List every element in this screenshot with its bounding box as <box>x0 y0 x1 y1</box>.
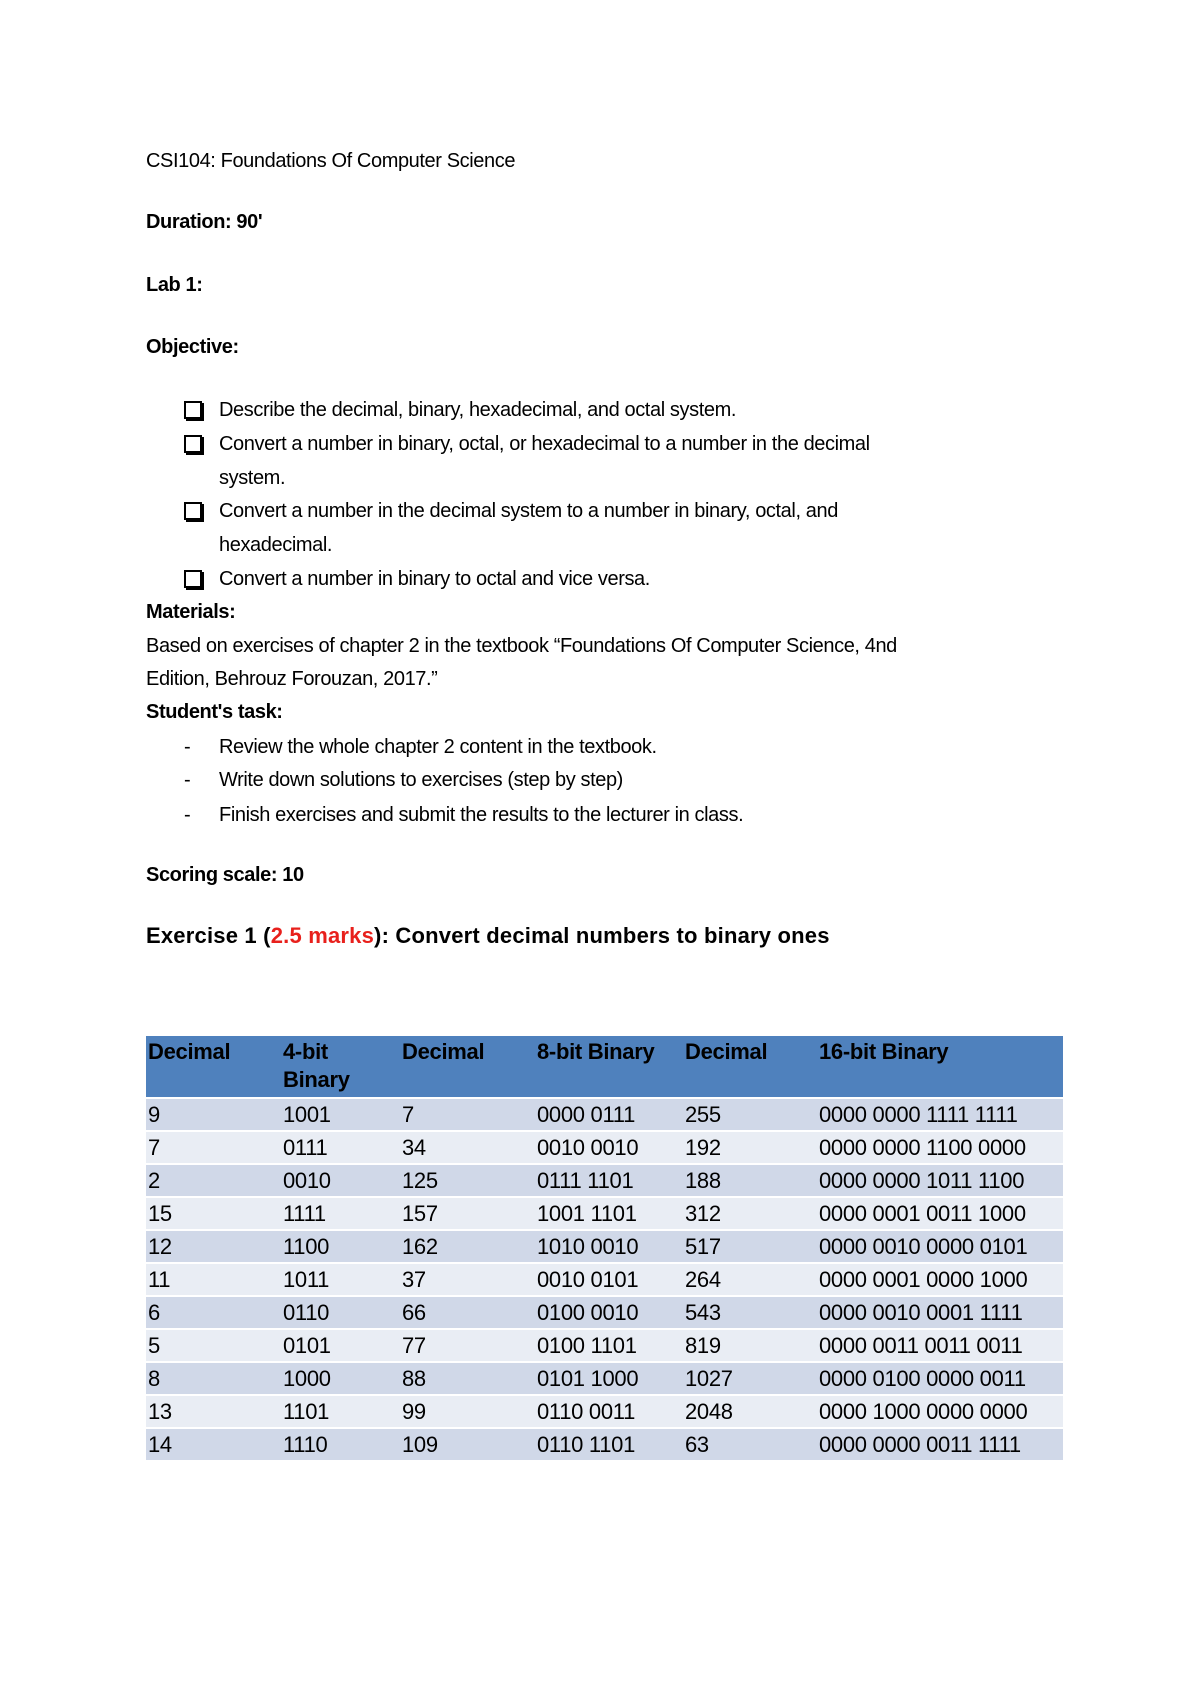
table-cell: 0000 0001 0011 1000 <box>817 1197 1063 1230</box>
table-cell: 88 <box>400 1362 535 1395</box>
table-cell: 2 <box>146 1164 281 1197</box>
table-row <box>146 1098 1063 1131</box>
objective-item: Convert a number in the decimal system to a number in binary, octal, and <box>219 500 838 522</box>
exercise-suffix: ): Convert decimal numbers to binary ones <box>374 923 830 948</box>
exercise-heading <box>146 924 830 948</box>
materials-text: Edition, Behrouz Forouzan, 2017.” <box>146 668 438 690</box>
table-cell: 14 <box>146 1428 281 1460</box>
table-cell: 819 <box>683 1329 817 1362</box>
table-cell: 0000 0111 <box>535 1098 683 1131</box>
table-cell: 0000 0000 0011 1111 <box>817 1428 1063 1460</box>
checkbox-icon <box>184 570 202 588</box>
materials-text: Based on exercises of chapter 2 in the textbook “Foundations Of Computer Science, 4nd <box>146 635 897 657</box>
table-cell: 543 <box>683 1296 817 1329</box>
column-header: 16-bit Binary <box>817 1036 1063 1098</box>
table-cell: 7 <box>146 1131 281 1164</box>
objective-item-cont: hexadecimal. <box>219 534 333 556</box>
table-cell: 162 <box>400 1230 535 1263</box>
table-cell: 0111 <box>281 1131 400 1164</box>
column-header: Decimal <box>146 1036 281 1098</box>
table-cell: 1027 <box>683 1362 817 1395</box>
task-heading: Student's task: <box>146 701 283 723</box>
table-cell: 99 <box>400 1395 535 1428</box>
table-row <box>146 1197 1063 1230</box>
table-cell: 1000 <box>281 1362 400 1395</box>
scoring-scale: Scoring scale: 10 <box>146 864 304 886</box>
table-cell: 109 <box>400 1428 535 1460</box>
table-cell: 0010 0101 <box>535 1263 683 1296</box>
objective-item-cont: system. <box>219 467 286 489</box>
table-cell: 1011 <box>281 1263 400 1296</box>
table-cell: 13 <box>146 1395 281 1428</box>
table-cell: 312 <box>683 1197 817 1230</box>
table-cell: 0000 0000 1111 1111 <box>817 1098 1063 1131</box>
table-cell: 77 <box>400 1329 535 1362</box>
table-cell: 0101 1000 <box>535 1362 683 1395</box>
table-cell: 0000 0010 0000 0101 <box>817 1230 1063 1263</box>
table-cell: 63 <box>683 1428 817 1460</box>
table-cell: 0000 0100 0000 0011 <box>817 1362 1063 1395</box>
table-cell: 0000 0001 0000 1000 <box>817 1263 1063 1296</box>
column-header: Decimal <box>683 1036 817 1098</box>
table-cell: 0110 <box>281 1296 400 1329</box>
table-cell: 2048 <box>683 1395 817 1428</box>
table-cell: 1001 1101 <box>535 1197 683 1230</box>
table-cell: 264 <box>683 1263 817 1296</box>
objective-heading: Objective: <box>146 336 239 358</box>
table-cell: 157 <box>400 1197 535 1230</box>
table-cell: 0000 0010 0001 1111 <box>817 1296 1063 1329</box>
table-cell: 0000 0000 1100 0000 <box>817 1131 1063 1164</box>
table-cell: 0101 <box>281 1329 400 1362</box>
checkbox-icon <box>184 401 202 419</box>
table-cell: 0000 0011 0011 0011 <box>817 1329 1063 1362</box>
column-header: 4-bit Binary <box>281 1036 400 1098</box>
materials-heading: Materials: <box>146 601 236 623</box>
table-cell: 0010 0010 <box>535 1131 683 1164</box>
table-cell: 37 <box>400 1263 535 1296</box>
table-cell: 255 <box>683 1098 817 1131</box>
conversion-table <box>146 1036 1063 1460</box>
table-cell: 34 <box>400 1131 535 1164</box>
table-row <box>146 1296 1063 1329</box>
table-cell: 6 <box>146 1296 281 1329</box>
task-item: Finish exercises and submit the results to the lecturer in class. <box>219 804 744 826</box>
table-cell: 5 <box>146 1329 281 1362</box>
table-cell: 15 <box>146 1197 281 1230</box>
table-header-row <box>146 1036 1063 1098</box>
lab-heading: Lab 1: <box>146 274 203 296</box>
checkbox-icon <box>184 435 202 453</box>
table-cell: 1010 0010 <box>535 1230 683 1263</box>
duration: Duration: 90' <box>146 211 263 233</box>
table-row <box>146 1329 1063 1362</box>
table-cell: 0010 <box>281 1164 400 1197</box>
table-cell: 11 <box>146 1263 281 1296</box>
table-cell: 1111 <box>281 1197 400 1230</box>
table-cell: 0111 1101 <box>535 1164 683 1197</box>
table-cell: 0110 1101 <box>535 1428 683 1460</box>
table-cell: 0100 0010 <box>535 1296 683 1329</box>
table-cell: 192 <box>683 1131 817 1164</box>
objective-item: Convert a number in binary, octal, or hexadecimal to a number in the decimal <box>219 433 870 455</box>
table-row <box>146 1395 1063 1428</box>
table-row <box>146 1230 1063 1263</box>
task-item: Write down solutions to exercises (step by step) <box>219 769 623 791</box>
table-row <box>146 1131 1063 1164</box>
table-row <box>146 1164 1063 1197</box>
table-cell: 1001 <box>281 1098 400 1131</box>
table-cell: 0100 1101 <box>535 1329 683 1362</box>
table-cell: 1100 <box>281 1230 400 1263</box>
table-cell: 0110 0011 <box>535 1395 683 1428</box>
column-header: Decimal <box>400 1036 535 1098</box>
table-cell: 1101 <box>281 1395 400 1428</box>
dash-bullet: - <box>184 736 191 758</box>
table-cell: 66 <box>400 1296 535 1329</box>
table-cell: 12 <box>146 1230 281 1263</box>
task-item: Review the whole chapter 2 content in the textbook. <box>219 736 657 758</box>
table-cell: 7 <box>400 1098 535 1131</box>
checkbox-icon <box>184 502 202 520</box>
table-cell: 0000 1000 0000 0000 <box>817 1395 1063 1428</box>
objective-item: Convert a number in binary to octal and vice versa. <box>219 568 650 590</box>
table-row <box>146 1428 1063 1460</box>
table-cell: 0000 0000 1011 1100 <box>817 1164 1063 1197</box>
table-row <box>146 1362 1063 1395</box>
course-title: CSI104: Foundations Of Computer Science <box>146 150 516 172</box>
dash-bullet: - <box>184 804 191 826</box>
table-cell: 188 <box>683 1164 817 1197</box>
table-cell: 8 <box>146 1362 281 1395</box>
exercise-marks: 2.5 marks <box>270 923 375 948</box>
exercise-prefix: Exercise 1 ( <box>146 923 271 948</box>
objective-item: Describe the decimal, binary, hexadecimal, and octal system. <box>219 399 736 421</box>
table-cell: 1110 <box>281 1428 400 1460</box>
table-cell: 125 <box>400 1164 535 1197</box>
table-row <box>146 1263 1063 1296</box>
dash-bullet: - <box>184 769 191 791</box>
column-header: 8-bit Binary <box>535 1036 683 1098</box>
table-cell: 517 <box>683 1230 817 1263</box>
table-cell: 9 <box>146 1098 281 1131</box>
